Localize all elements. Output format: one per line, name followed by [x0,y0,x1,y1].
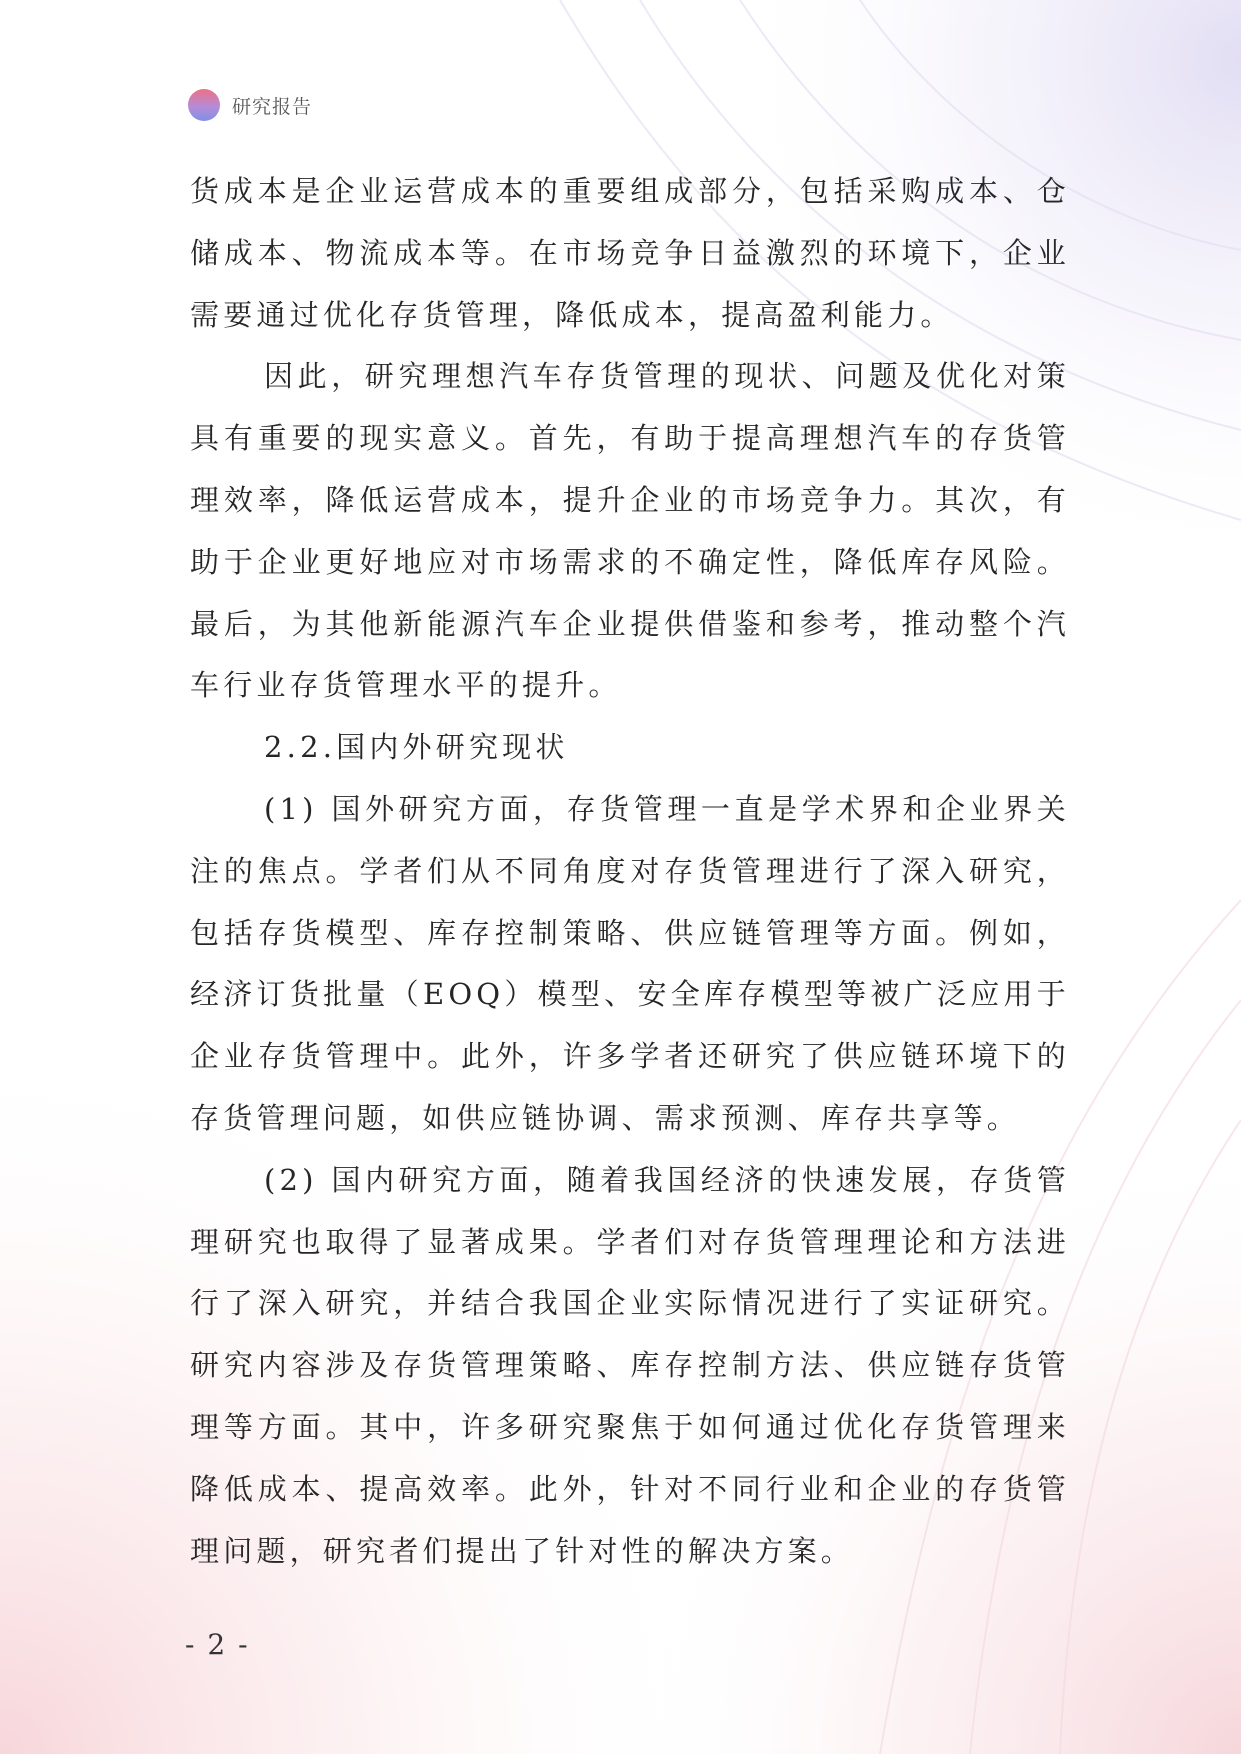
logo-icon [188,89,220,121]
body-paragraph: (1) 国外研究方面，存货管理一直是学术界和企业界关注的焦点。学者们从不同角度对存货管理进行了深入研究，包括存货模型、库存控制策略、供应链管理等方面。例如，经济订货批量（EOQ）模型、安全库存模型等被广泛应用于企业存货管理中。此外，许多学者还研究了供应链环境下的存货管理问题，如供应链协调、需求预测、库存共享等。 [190,791,1070,1135]
page-number: - 2 - [185,1628,250,1661]
body-paragraph: (2) 国内研究方面，随着我国经济的快速发展，存货管理研究也取得了显著成果。学者们对存货管理理论和方法进行了深入研究，并结合我国企业实际情况进行了实证研究。研究内容涉及存货管理策略、库存控制方法、供应链存货管理等方面。其中，许多研究聚焦于如何通过优化存货管理来降低成本、提高效率。此外，针对不同行业和企业的存货管理问题，研究者们提出了针对性的解决方案。 [190,1162,1070,1568]
header-title: 研究报告 [232,95,313,118]
section-heading: 2.2.国内外研究现状 [264,730,569,765]
body-paragraph: 因此，研究理想汽车存货管理的现状、问题及优化对策具有重要的现实意义。首先，有助于提高理想汽车的存货管理效率，降低运营成本，提升企业的市场竞争力。其次，有助于企业更好地应对市场需求的不确定性，降低库存风险。最后，为其他新能源汽车企业提供借鉴和参考，推动整个汽车行业存货管理水平的提升。 [190,359,1070,703]
report-header [188,88,312,122]
body-paragraph: 货成本是企业运营成本的重要组成部分，包括采购成本、仓储成本、物流成本等。在市场竞争日益激烈的环境下，企业需要通过优化存货管理，降低成本，提高盈利能力。 [190,174,1070,332]
document-body [190,161,1070,1582]
